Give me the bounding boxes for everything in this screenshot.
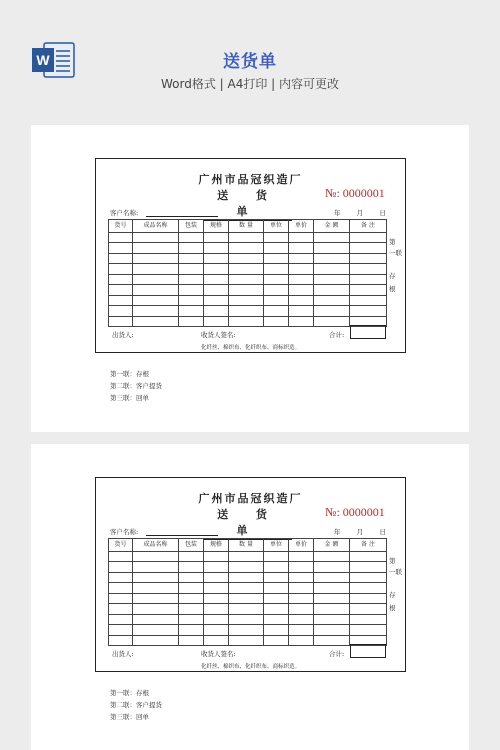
table-cell[interactable] (204, 604, 229, 614)
table-cell[interactable] (179, 604, 204, 614)
table-cell[interactable] (289, 233, 314, 243)
table-cell[interactable] (350, 233, 387, 243)
table-cell[interactable] (314, 593, 350, 603)
total-field[interactable] (350, 325, 386, 339)
table-cell[interactable] (229, 614, 264, 624)
document-page-1 (31, 125, 469, 432)
table-cell[interactable] (264, 264, 289, 274)
table-cell[interactable] (133, 306, 179, 316)
month-label: 月 (356, 528, 364, 536)
table-cell[interactable] (133, 562, 179, 572)
column-header: 单位 (264, 220, 289, 233)
table-cell[interactable] (133, 264, 179, 274)
total-field[interactable] (350, 644, 386, 658)
date-row (334, 527, 386, 536)
column-header: 数 量 (229, 220, 264, 233)
table-cell[interactable] (133, 635, 179, 646)
table-cell[interactable] (229, 552, 264, 562)
table-row (109, 316, 387, 327)
table-cell[interactable] (314, 572, 350, 582)
table-cell[interactable] (133, 614, 179, 624)
table-cell[interactable] (350, 253, 387, 263)
table-cell[interactable] (350, 604, 387, 614)
form-title: 送 货 单 (204, 506, 292, 540)
table-row (109, 306, 387, 316)
table-cell[interactable] (109, 306, 133, 316)
table-cell[interactable] (204, 233, 229, 243)
copy-item: 第二联：客户提货 (110, 701, 162, 709)
table-cell[interactable] (229, 233, 264, 243)
table-cell[interactable] (133, 625, 179, 635)
table-cell[interactable] (350, 274, 387, 284)
table-cell[interactable] (179, 285, 204, 295)
day-label: 日 (379, 209, 386, 217)
table-cell[interactable] (314, 583, 350, 593)
table-cell[interactable] (289, 253, 314, 263)
table-cell[interactable] (289, 604, 314, 614)
table-cell[interactable] (350, 614, 387, 624)
table-cell[interactable] (204, 552, 229, 562)
table-cell[interactable] (204, 593, 229, 603)
table-cell[interactable] (204, 572, 229, 582)
table-cell[interactable] (264, 306, 289, 316)
table-header (109, 220, 387, 233)
item-table (108, 538, 387, 646)
table-row (109, 243, 387, 253)
table-cell[interactable] (314, 625, 350, 635)
table-row (109, 253, 387, 263)
table-cell[interactable] (109, 264, 133, 274)
table-cell[interactable] (350, 306, 387, 316)
column-header: 成品名称 (133, 539, 179, 552)
table-cell[interactable] (264, 593, 289, 603)
table-cell[interactable] (229, 604, 264, 614)
total-label: 合计: (329, 650, 345, 658)
table-cell[interactable] (289, 552, 314, 562)
side-label: 根 (389, 604, 396, 612)
table-cell[interactable] (133, 593, 179, 603)
side-label: 一联 (389, 249, 402, 257)
column-header: 规格 (204, 539, 229, 552)
table-cell[interactable] (264, 625, 289, 635)
copy-list (110, 368, 162, 404)
table-cell[interactable] (109, 233, 133, 243)
table-cell[interactable] (314, 604, 350, 614)
table-cell[interactable] (179, 593, 204, 603)
table-cell[interactable] (289, 274, 314, 284)
item-table (108, 219, 387, 327)
table-cell[interactable] (350, 583, 387, 593)
table-cell[interactable] (179, 264, 204, 274)
copy-item: 第一联：存根 (110, 370, 149, 378)
copy-item: 第三联：回单 (110, 394, 149, 402)
year-label: 年 (334, 528, 341, 536)
date-row (334, 208, 386, 217)
table-cell[interactable] (204, 316, 229, 327)
table-cell[interactable] (109, 635, 133, 646)
table-cell[interactable] (179, 306, 204, 316)
table-cell[interactable] (179, 583, 204, 593)
table-cell[interactable] (314, 306, 350, 316)
table-cell[interactable] (109, 562, 133, 572)
business-note: 化纤丝、棉织布、化纤织布、商标织造。 (200, 664, 300, 670)
table-cell[interactable] (109, 274, 133, 284)
table-cell[interactable] (229, 562, 264, 572)
table-cell[interactable] (204, 264, 229, 274)
table-cell[interactable] (289, 306, 314, 316)
table-cell[interactable] (229, 285, 264, 295)
table-cell[interactable] (229, 253, 264, 263)
day-label: 日 (379, 528, 386, 536)
table-row (109, 604, 387, 614)
shipper-label: 出货人: (112, 650, 134, 658)
table-row (109, 295, 387, 305)
table-cell[interactable] (179, 243, 204, 253)
table-cell[interactable] (264, 552, 289, 562)
table-cell[interactable] (350, 552, 387, 562)
table-cell[interactable] (204, 253, 229, 263)
table-cell[interactable] (314, 316, 350, 327)
table-cell[interactable] (133, 552, 179, 562)
table-cell[interactable] (350, 572, 387, 582)
copy-list (110, 687, 162, 723)
table-cell[interactable] (229, 274, 264, 284)
table-cell[interactable] (264, 572, 289, 582)
table-row (109, 264, 387, 274)
table-cell[interactable] (229, 295, 264, 305)
copy-item: 第三联：回单 (110, 713, 149, 721)
table-cell[interactable] (264, 635, 289, 646)
table-cell[interactable] (109, 243, 133, 253)
column-header: 包装 (179, 539, 204, 552)
table-cell[interactable] (109, 285, 133, 295)
side-label: 存 (389, 272, 396, 280)
table-cell[interactable] (264, 583, 289, 593)
table-row (109, 552, 387, 562)
table-cell[interactable] (133, 285, 179, 295)
side-label: 第 (389, 557, 396, 565)
month-label: 月 (356, 209, 364, 217)
table-cell[interactable] (229, 316, 264, 327)
receiver-label: 收货人签名: (201, 331, 236, 339)
table-cell[interactable] (289, 635, 314, 646)
column-header: 成品名称 (133, 220, 179, 233)
table-cell[interactable] (133, 604, 179, 614)
table-cell[interactable] (204, 243, 229, 253)
column-header: 单价 (289, 220, 314, 233)
table-cell[interactable] (350, 285, 387, 295)
document-page-2 (31, 444, 469, 750)
receiver-label: 收货人签名: (201, 650, 236, 658)
table-cell[interactable] (289, 264, 314, 274)
table-row (109, 233, 387, 243)
side-label: 根 (389, 285, 396, 293)
table-cell[interactable] (109, 593, 133, 603)
column-header: 金 额 (314, 220, 350, 233)
column-header: 货号 (109, 220, 133, 233)
table-row (109, 562, 387, 572)
table-cell[interactable] (264, 253, 289, 263)
header (0, 0, 500, 115)
side-label: 一联 (389, 568, 402, 576)
table-cell[interactable] (133, 316, 179, 327)
table-cell[interactable] (179, 274, 204, 284)
side-label: 存 (389, 591, 396, 599)
table-cell[interactable] (289, 316, 314, 327)
table-cell[interactable] (179, 614, 204, 624)
table-cell[interactable] (133, 583, 179, 593)
table-cell[interactable] (264, 285, 289, 295)
table-cell[interactable] (350, 593, 387, 603)
total-label: 合计: (329, 331, 345, 339)
table-cell[interactable] (109, 614, 133, 624)
table-cell[interactable] (289, 285, 314, 295)
table-cell[interactable] (133, 253, 179, 263)
table-header (109, 539, 387, 552)
table-row (109, 614, 387, 624)
table-cell[interactable] (314, 253, 350, 263)
table-cell[interactable] (204, 635, 229, 646)
table-cell[interactable] (314, 562, 350, 572)
table-cell[interactable] (229, 635, 264, 646)
business-note: 化纤丝、棉织布、化纤织布、商标织造。 (200, 345, 300, 351)
table-row (109, 625, 387, 635)
table-cell[interactable] (264, 274, 289, 284)
customer-label: 客户名称: (110, 209, 139, 217)
table-cell[interactable] (109, 572, 133, 582)
column-header: 单位 (264, 539, 289, 552)
table-cell[interactable] (314, 295, 350, 305)
table-cell[interactable] (264, 562, 289, 572)
table-cell[interactable] (350, 243, 387, 253)
table-cell[interactable] (229, 583, 264, 593)
table-cell[interactable] (204, 625, 229, 635)
table-cell[interactable] (350, 625, 387, 635)
table-cell[interactable] (179, 562, 204, 572)
table-cell[interactable] (314, 243, 350, 253)
column-header: 货号 (109, 539, 133, 552)
serial-number: №: 0000001 (325, 505, 385, 519)
table-cell[interactable] (314, 285, 350, 295)
table-cell[interactable] (179, 295, 204, 305)
shipper-label: 出货人: (112, 331, 134, 339)
column-header: 备 注 (350, 220, 387, 233)
table-cell[interactable] (289, 562, 314, 572)
table-cell[interactable] (264, 316, 289, 327)
column-header: 包装 (179, 220, 204, 233)
table-cell[interactable] (289, 583, 314, 593)
table-cell[interactable] (204, 274, 229, 284)
customer-label: 客户名称: (110, 528, 139, 536)
customer-field[interactable] (146, 535, 218, 536)
table-cell[interactable] (229, 625, 264, 635)
table-cell[interactable] (179, 233, 204, 243)
delivery-form (95, 477, 406, 672)
table-cell[interactable] (229, 306, 264, 316)
table-row (109, 635, 387, 646)
table-cell[interactable] (314, 264, 350, 274)
table-cell[interactable] (204, 295, 229, 305)
svg-text:W: W (36, 52, 50, 68)
table-row (109, 285, 387, 295)
table-cell[interactable] (314, 274, 350, 284)
table-cell[interactable] (264, 243, 289, 253)
table-cell[interactable] (264, 614, 289, 624)
table-cell[interactable] (289, 593, 314, 603)
column-header: 数 量 (229, 539, 264, 552)
table-row (109, 274, 387, 284)
table-cell[interactable] (350, 264, 387, 274)
column-header: 单价 (289, 539, 314, 552)
table-cell[interactable] (314, 233, 350, 243)
page-subtitle: Word格式 | A4打印 | 内容可更改 (160, 77, 340, 91)
form-title: 送 货 单 (204, 187, 292, 221)
table-cell[interactable] (179, 572, 204, 582)
table-cell[interactable] (133, 572, 179, 582)
table-cell[interactable] (179, 253, 204, 263)
table-cell[interactable] (133, 274, 179, 284)
table-cell[interactable] (289, 614, 314, 624)
table-cell[interactable] (289, 295, 314, 305)
table-cell[interactable] (109, 253, 133, 263)
copy-item: 第一联：存根 (110, 689, 149, 697)
table-cell[interactable] (179, 316, 204, 327)
table-cell[interactable] (314, 635, 350, 646)
page-title: 送货单 (223, 52, 277, 72)
table-cell[interactable] (109, 625, 133, 635)
table-cell[interactable] (133, 295, 179, 305)
table-cell[interactable] (109, 316, 133, 327)
table-row (109, 572, 387, 582)
table-row (109, 583, 387, 593)
serial-number: №: 0000001 (325, 186, 385, 200)
table-body (109, 233, 387, 327)
table-cell[interactable] (289, 625, 314, 635)
copy-item: 第二联：客户提货 (110, 382, 162, 390)
customer-field[interactable] (146, 216, 218, 217)
table-cell[interactable] (204, 306, 229, 316)
table-cell[interactable] (289, 243, 314, 253)
table-cell[interactable] (350, 562, 387, 572)
table-cell[interactable] (314, 614, 350, 624)
table-cell[interactable] (314, 552, 350, 562)
table-cell[interactable] (204, 583, 229, 593)
company-name: 广州市品冠织造厂 (198, 173, 303, 186)
table-cell[interactable] (133, 233, 179, 243)
table-cell[interactable] (204, 285, 229, 295)
column-header: 规格 (204, 220, 229, 233)
table-cell[interactable] (229, 572, 264, 582)
table-cell[interactable] (350, 295, 387, 305)
table-cell[interactable] (289, 572, 314, 582)
table-cell[interactable] (204, 614, 229, 624)
column-header: 备 注 (350, 539, 387, 552)
side-label: 第 (389, 238, 396, 246)
table-cell[interactable] (133, 243, 179, 253)
table-cell[interactable] (264, 233, 289, 243)
table-cell[interactable] (264, 604, 289, 614)
company-name: 广州市品冠织造厂 (198, 492, 303, 505)
table-row (109, 593, 387, 603)
table-cell[interactable] (179, 635, 204, 646)
table-cell[interactable] (229, 243, 264, 253)
column-header: 金 额 (314, 539, 350, 552)
table-cell[interactable] (109, 604, 133, 614)
table-cell[interactable] (109, 295, 133, 305)
year-label: 年 (334, 209, 341, 217)
table-cell[interactable] (109, 552, 133, 562)
table-cell[interactable] (229, 264, 264, 274)
table-body (109, 552, 387, 646)
table-cell[interactable] (204, 562, 229, 572)
table-cell[interactable] (179, 625, 204, 635)
table-cell[interactable] (229, 593, 264, 603)
table-cell[interactable] (264, 295, 289, 305)
table-cell[interactable] (179, 552, 204, 562)
delivery-form (95, 158, 406, 353)
table-cell[interactable] (109, 583, 133, 593)
